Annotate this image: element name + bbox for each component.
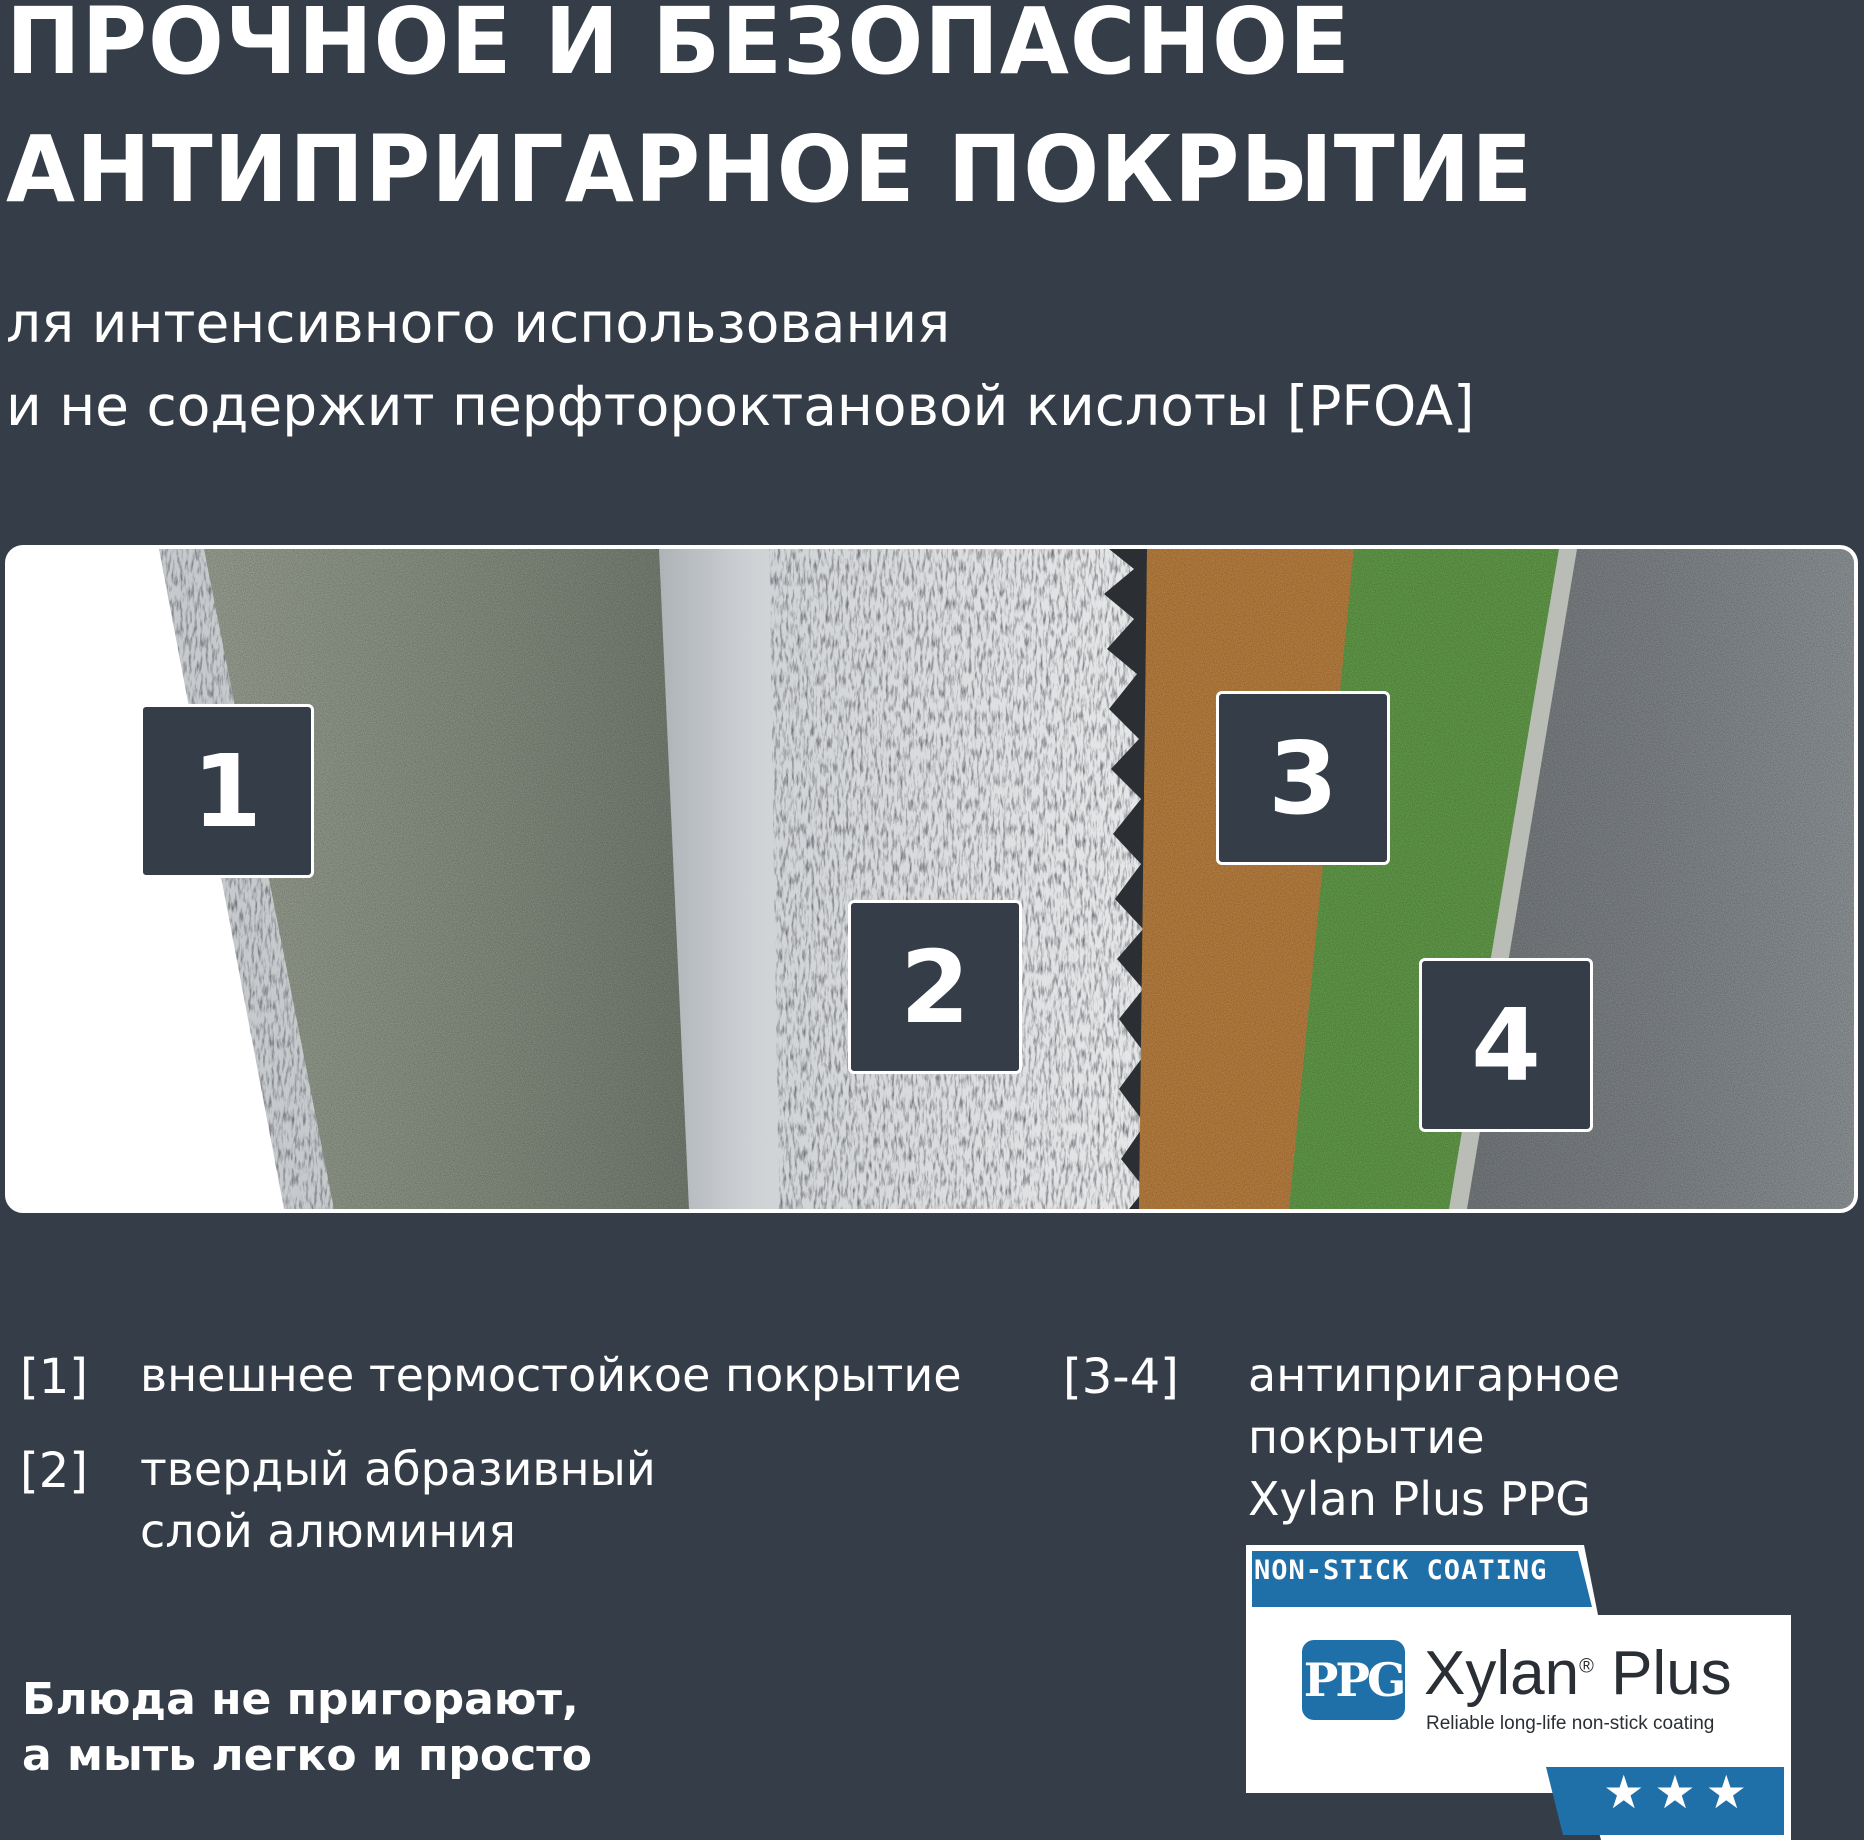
badge-product-word: Xylan <box>1424 1639 1580 1708</box>
coating-layers-image <box>5 545 1858 1213</box>
registered-mark: ® <box>1579 1655 1594 1678</box>
page-subtitle <box>6 282 1474 448</box>
legend-text-1: внешнее термостойкое покрытие <box>140 1348 962 1402</box>
layer-marker-2: 2 <box>848 900 1022 1074</box>
xylan-plus-badge <box>1246 1545 1791 1840</box>
slogan <box>22 1672 592 1784</box>
legend-tag-3: [3-4] <box>1063 1349 1179 1405</box>
legend-text-3 <box>1248 1344 1864 1530</box>
title-line-2: АНТИПРИГАРНОЕ ПОКРЫТИЕ <box>6 116 1534 223</box>
legend-text-2-line-1: твердый абразивный <box>140 1442 656 1496</box>
badge-product-name <box>1424 1638 1732 1709</box>
legend-text-3-line-1: антипригарное покрытие <box>1248 1348 1621 1464</box>
layer-marker-4: 4 <box>1419 958 1593 1132</box>
layer-marker-1: 1 <box>140 704 314 878</box>
rating-stars: ★★★ <box>1603 1766 1757 1818</box>
legend-text-2 <box>140 1438 656 1562</box>
subtitle-line-1: ля интенсивного использования <box>6 291 951 355</box>
legend-tag-1: [1] <box>20 1349 88 1405</box>
legend-tag-2: [2] <box>20 1443 88 1499</box>
badge-product-suffix: Plus <box>1593 1639 1732 1708</box>
badge-tagline: Reliable long-life non-stick coating <box>1426 1713 1715 1734</box>
legend-text-3-line-2: Xylan Plus PPG <box>1248 1472 1591 1526</box>
ppg-logo: PPG <box>1302 1640 1405 1720</box>
slogan-line-1: Блюда не пригорают, <box>22 1674 579 1725</box>
title-line-1: ПРОЧНОЕ И БЕЗОПАСНОЕ <box>6 0 1351 95</box>
slogan-line-2: а мыть легко и просто <box>22 1730 592 1781</box>
badge-top-label: NON-STICK COATING <box>1254 1555 1548 1586</box>
layer-marker-3: 3 <box>1216 691 1390 865</box>
legend-text-2-line-2: слой алюминия <box>140 1504 516 1558</box>
page-title <box>6 0 1533 234</box>
subtitle-line-2: и не содержит перфтороктановой кислоты [PFOA] <box>6 374 1475 438</box>
